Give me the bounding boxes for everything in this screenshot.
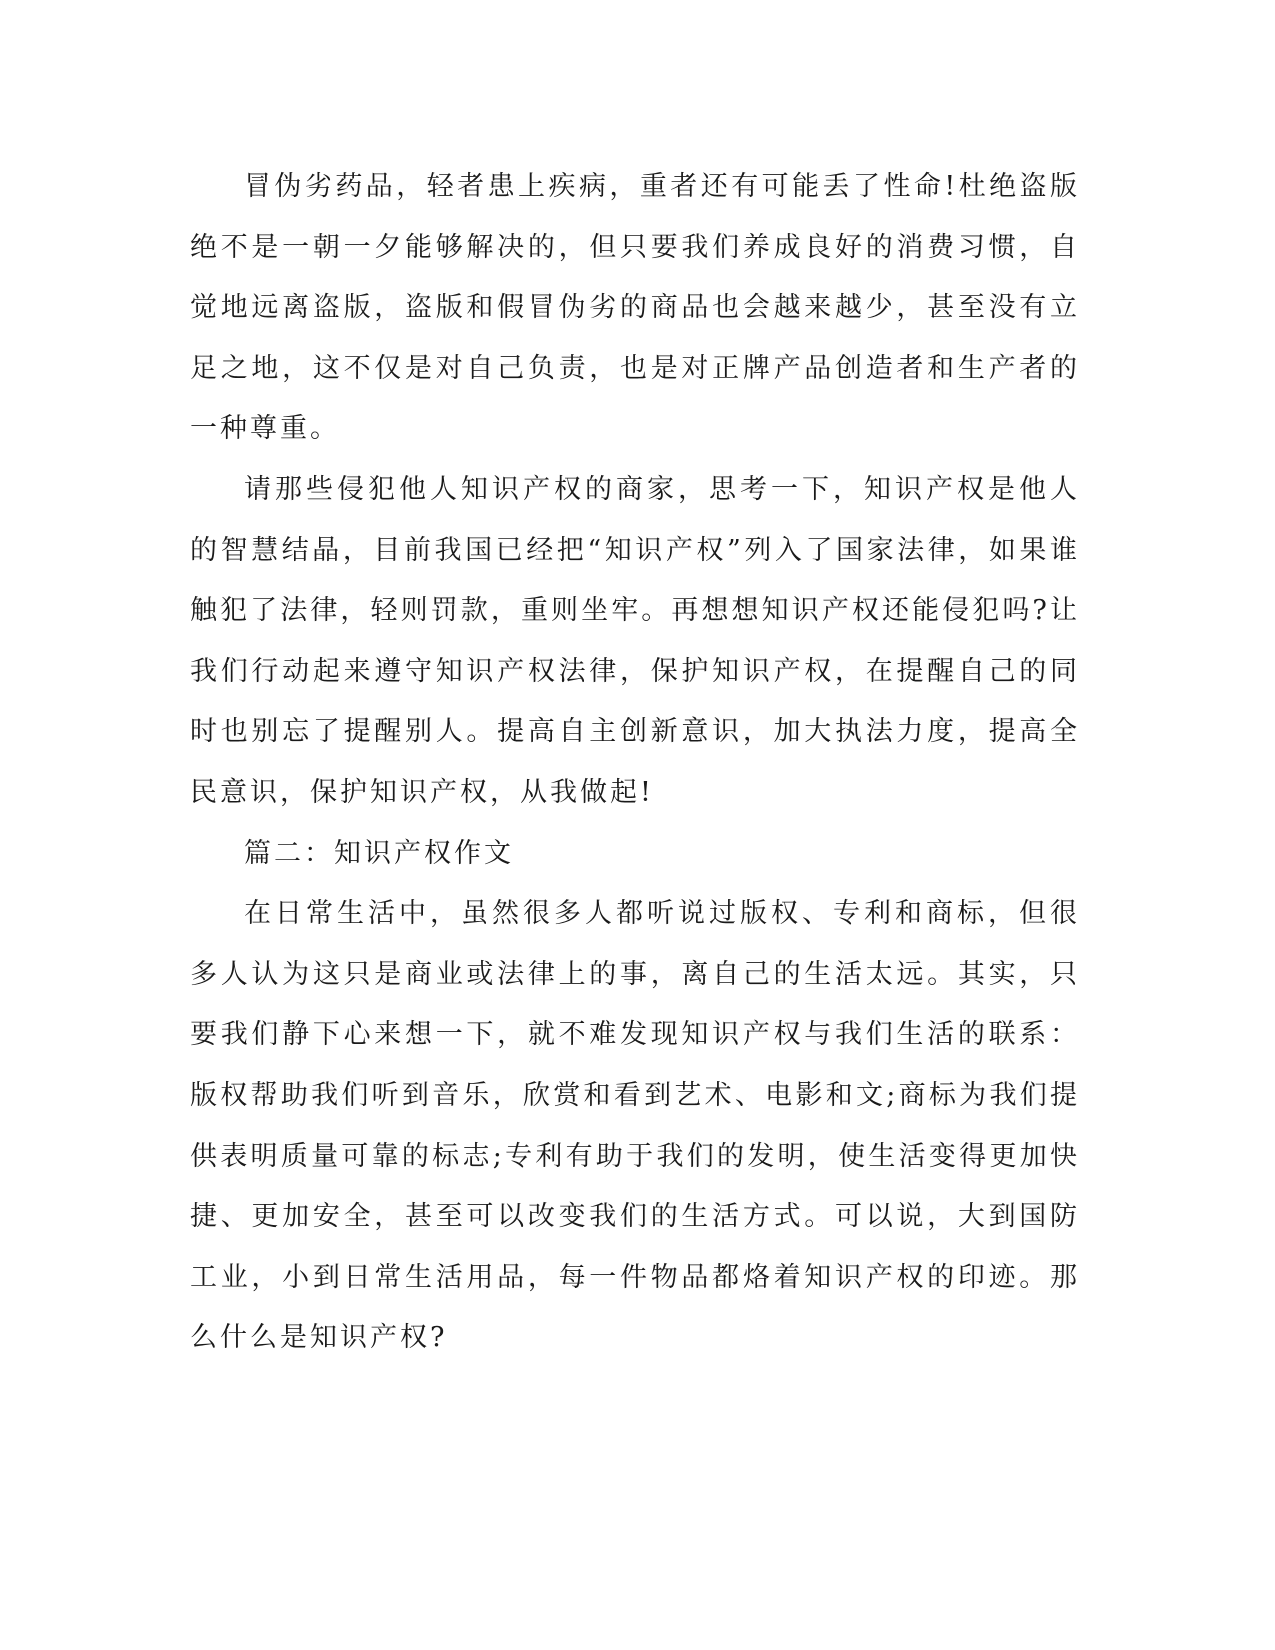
paragraph-3: 在日常生活中，虽然很多人都听说过版权、专利和商标，但很多人认为这只是商业或法律上的事，离自己的生活太远。其实，只要我们静下心来想一下，就不难发现知识产权与我们生活的联系：版权帮助我们听到音乐，欣赏和看到艺术、电影和文;商标为我们提供表明质量可靠的标志;专利有助于我们的发明，使生活变得更加快捷、更加安全，甚至可以改变我们的生活方式。可以说，大到国防工业，小到日常生活用品，每一件物品都烙着知识产权的印迹。那么什么是知识产权? <box>190 898 1080 1354</box>
section-heading: 篇二：知识产权作文 <box>244 837 514 869</box>
paragraph-2: 请那些侵犯他人知识产权的商家，思考一下，知识产权是他人的智慧结晶，目前我国已经把“知识产权”列入了国家法律，如果谁触犯了法律，轻则罚款，重则坐牢。再想想知识产权还能侵犯吗?让我们行动起来遵守知识产权法律，保护知识产权，在提醒自己的同时也别忘了提醒别人。提高自主创新意识，加大执法力度，提高全民意识，保护知识产权，从我做起! <box>190 473 1080 808</box>
paragraph-1: 冒伪劣药品，轻者患上疾病，重者还有可能丢了性命!杜绝盗版绝不是一朝一夕能够解决的，但只要我们养成良好的消费习惯，自觉地远离盗版，盗版和假冒伪劣的商品也会越来越少，甚至没有立足之地，这不仅是对自己负责，也是对正牌产品创造者和生产者的一种尊重。 <box>190 171 1080 445</box>
document-body <box>190 157 1080 1369</box>
